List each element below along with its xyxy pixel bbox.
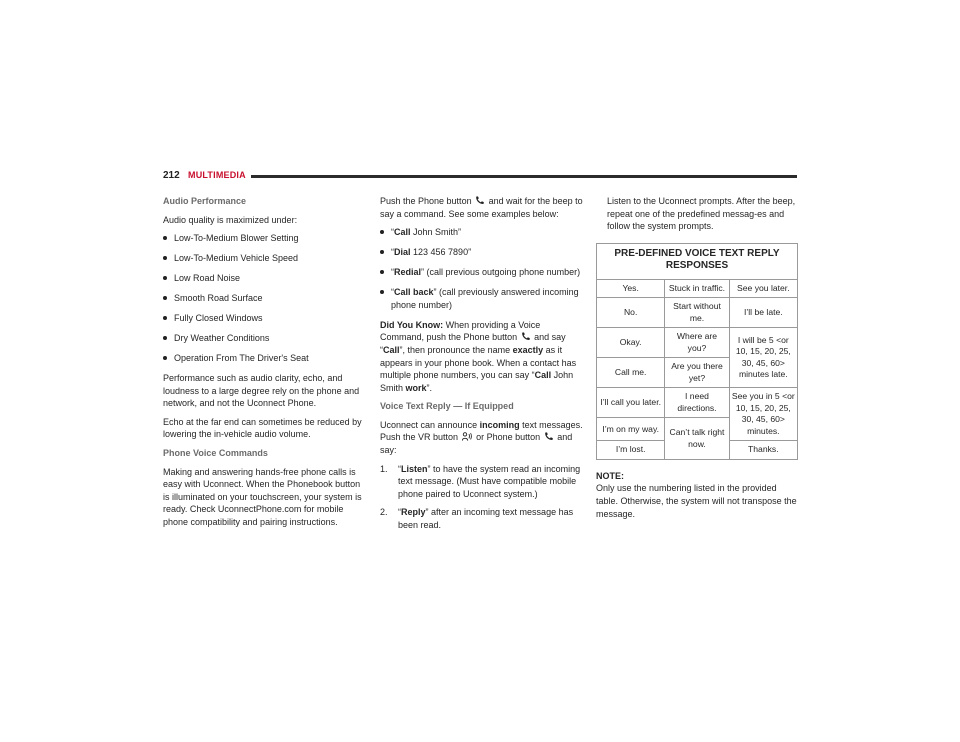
push-phone-paragraph: Push the Phone button and wait for the beep to say a command. See some examples below: <box>380 196 583 219</box>
conditions-list <box>163 232 368 365</box>
voice-text-reply-table <box>596 243 798 460</box>
bullet-icon <box>380 250 384 254</box>
table-cell: See you later. <box>729 279 797 298</box>
bullet-icon <box>380 270 384 274</box>
voice-text-reply-paragraph: Uconnect can announce incoming text messages. Push the VR button or Phone button and say: <box>380 419 583 456</box>
phone-voice-heading: Phone Voice Commands <box>163 448 268 459</box>
performance-paragraph: Performance such as audio clarity, echo, and loudness to a large degree rely on the phone and network, and not the Uconnect Phone. <box>163 373 360 409</box>
voice-recognition-icon <box>462 432 473 441</box>
table-cell: Stuck in traffic. <box>665 279 729 298</box>
list-item: Smooth Road Surface <box>163 292 368 305</box>
list-item: “Call John Smith” <box>380 226 585 239</box>
note-text: Only use the numbering listed in the provided table. Otherwise, the system will not transpose the message. <box>596 483 797 519</box>
echo-paragraph: Echo at the far end can sometimes be reduced by lowering the in-vehicle audio volume. <box>163 416 362 440</box>
page-header <box>163 170 797 186</box>
table-row <box>597 328 798 358</box>
section-title: MULTIMEDIA <box>188 170 246 180</box>
audio-intro: Audio quality is maximized under: <box>163 214 298 225</box>
phone-icon <box>544 432 554 441</box>
table-cell: Start without me. <box>665 298 729 328</box>
list-item: 2. “Reply” after an incoming text message has been read. <box>380 507 574 531</box>
bullet-icon <box>380 290 384 294</box>
bullet-icon <box>163 236 167 240</box>
listen-prompts-paragraph: Listen to the Uconnect prompts. After the beep, repeat one of the predefined messag-es and follow the system prompts. <box>607 196 796 232</box>
list-item: 1. “Listen” to have the system read an incoming text message. (Must have compatible mobile phone paired to Uconnect system.) <box>380 463 581 499</box>
header-rule <box>251 175 797 178</box>
table-row <box>597 298 798 328</box>
table-cell: I’m on my way. <box>597 418 665 441</box>
table-cell: I’ll call you later. <box>597 388 665 418</box>
list-item: Low Road Noise <box>163 272 368 285</box>
did-you-know-paragraph: Did You Know: When providing a Voice Command, push the Phone button and say “Call”, then pronounce the name exactly as it appears in your phone book. When a contact has multiple phone numbers, you can say “Call John Smith work”. <box>380 319 577 393</box>
table-cell: Okay. <box>597 328 665 358</box>
page-number: 212 <box>163 170 180 181</box>
table-cell: Are you there yet? <box>665 358 729 388</box>
table-row <box>597 279 798 298</box>
list-item: “Call back” (call previously answered incoming phone number) <box>380 286 585 311</box>
table-cell: Can’t talk right now. <box>665 418 729 460</box>
table-row <box>597 388 798 418</box>
table-cell: Call me. <box>597 358 665 388</box>
bullet-icon <box>163 316 167 320</box>
table-cell: See you in 5 <or 10, 15, 20, 25, 30, 45, 60> minutes. <box>729 388 797 441</box>
list-item: Dry Weather Conditions <box>163 332 368 345</box>
bullet-icon <box>163 276 167 280</box>
bullet-icon <box>380 230 384 234</box>
table-cell: Where are you? <box>665 328 729 358</box>
table-title: PRE-DEFINED VOICE TEXT REPLY RESPONSES <box>597 243 798 279</box>
phone-voice-paragraph: Making and answering hands-free phone calls is easy with Uconnect. When the Phonebook button is illuminated on your touchscreen, your system is ready. Check UconnectPhone.com for mobile phone compatibility and pairing instructions. <box>163 466 362 528</box>
reply-steps-list <box>380 463 585 532</box>
voice-text-reply-heading: Voice Text Reply — If Equipped <box>380 401 514 412</box>
bullet-icon <box>163 296 167 300</box>
table-cell: I’ll be late. <box>729 298 797 328</box>
column-3 <box>596 195 798 526</box>
bullet-icon <box>163 256 167 260</box>
table-cell: Thanks. <box>729 441 797 460</box>
table-cell: I will be 5 <or 10, 15, 20, 25, 30, 45, 60> minutes late. <box>729 328 797 388</box>
table-cell: I’m lost. <box>597 441 665 460</box>
bullet-icon <box>163 336 167 340</box>
phone-icon <box>521 332 531 341</box>
column-2 <box>380 195 585 538</box>
list-item: “Dial 123 456 7890” <box>380 246 585 259</box>
table-cell: I need directions. <box>665 388 729 418</box>
audio-performance-heading: Audio Performance <box>163 196 247 206</box>
list-item: Low-To-Medium Vehicle Speed <box>163 252 368 265</box>
list-item: “Redial” (call previous outgoing phone number) <box>380 266 585 279</box>
phone-icon <box>475 196 485 205</box>
table-cell: Yes. <box>597 279 665 298</box>
bullet-icon <box>163 356 167 360</box>
list-item: Fully Closed Windows <box>163 312 368 325</box>
command-examples-list <box>380 226 585 311</box>
column-1 <box>163 195 368 535</box>
list-item: Operation From The Driver's Seat <box>163 352 368 365</box>
table-cell: No. <box>597 298 665 328</box>
note-label: NOTE: <box>596 470 624 481</box>
list-item: Low-To-Medium Blower Setting <box>163 232 368 245</box>
